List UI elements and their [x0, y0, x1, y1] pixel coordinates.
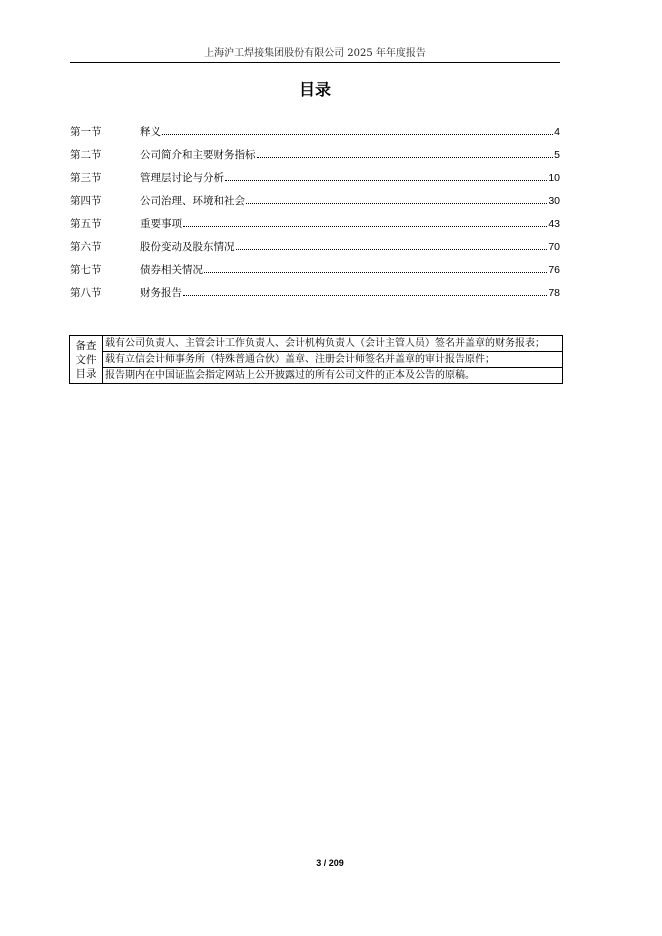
toc-entry-title: 公司治理、环境和社会	[140, 195, 245, 207]
toc-page-number: 30	[548, 194, 560, 207]
toc-leader-dots	[162, 134, 553, 135]
toc-entry-title: 重要事项	[140, 218, 182, 230]
toc-entry[interactable]	[70, 166, 560, 189]
table-row	[70, 368, 563, 384]
toc-entry[interactable]	[70, 281, 560, 304]
toc-entry[interactable]	[70, 258, 560, 281]
reference-file-item: 载有公司负责人、主管会计工作负责人、会计机构负责人（会计主管人员）签名并盖章的财务报表；	[103, 336, 563, 352]
toc-leader-dots	[236, 249, 548, 250]
toc-chapter: 第六节	[70, 241, 102, 253]
table-of-contents	[70, 120, 560, 304]
toc-entry[interactable]	[70, 189, 560, 212]
toc-page-number: 70	[548, 240, 560, 253]
reference-files-table	[69, 335, 563, 384]
page-number-footer: 3 / 209	[316, 858, 344, 868]
header-divider	[70, 62, 560, 63]
toc-leader-dots	[225, 180, 547, 181]
table-row	[70, 336, 563, 352]
toc-entry[interactable]	[70, 143, 560, 166]
toc-chapter: 第七节	[70, 264, 102, 276]
toc-entry[interactable]	[70, 120, 560, 143]
heading-line: 备查	[75, 339, 97, 352]
toc-leader-dots	[204, 272, 547, 273]
toc-entry-title: 财务报告	[140, 287, 182, 299]
toc-page-number: 4	[554, 125, 560, 138]
toc-page-number: 5	[554, 148, 560, 161]
toc-page-number: 78	[548, 286, 560, 299]
table-row	[70, 352, 563, 368]
toc-entry-title: 管理层讨论与分析	[140, 172, 224, 184]
toc-chapter: 第三节	[70, 172, 102, 184]
toc-leader-dots	[183, 226, 547, 227]
heading-line: 文件	[75, 353, 97, 366]
toc-entry-title: 股份变动及股东情况	[140, 241, 235, 253]
toc-chapter: 第一节	[70, 126, 102, 138]
toc-chapter: 第八节	[70, 287, 102, 299]
toc-entry[interactable]	[70, 235, 560, 258]
toc-leader-dots	[183, 295, 547, 296]
reference-file-item: 报告期内在中国证监会指定网站上公开披露过的所有公司文件的正本及公告的原稿。	[103, 368, 563, 384]
toc-page-number: 10	[548, 171, 560, 184]
toc-leader-dots	[246, 203, 547, 204]
page-header: 上海沪工焊接集团股份有限公司 2025 年年度报告	[204, 48, 426, 59]
toc-entry[interactable]	[70, 212, 560, 235]
toc-title: 目录	[298, 80, 331, 99]
reference-files-heading	[70, 336, 103, 384]
heading-line: 目录	[75, 367, 97, 380]
toc-leader-dots	[257, 157, 554, 158]
toc-entry-title: 债券相关情况	[140, 264, 203, 276]
toc-chapter: 第四节	[70, 195, 102, 207]
toc-page-number: 76	[548, 263, 560, 276]
reference-file-item: 载有立信会计师事务所（特殊普通合伙）盖章、注册会计师签名并盖章的审计报告原件；	[103, 352, 563, 368]
toc-entry-title: 公司简介和主要财务指标	[140, 149, 256, 161]
toc-page-number: 43	[548, 217, 560, 230]
toc-chapter: 第二节	[70, 149, 102, 161]
toc-entry-title: 释义	[140, 126, 161, 138]
toc-chapter: 第五节	[70, 218, 102, 230]
